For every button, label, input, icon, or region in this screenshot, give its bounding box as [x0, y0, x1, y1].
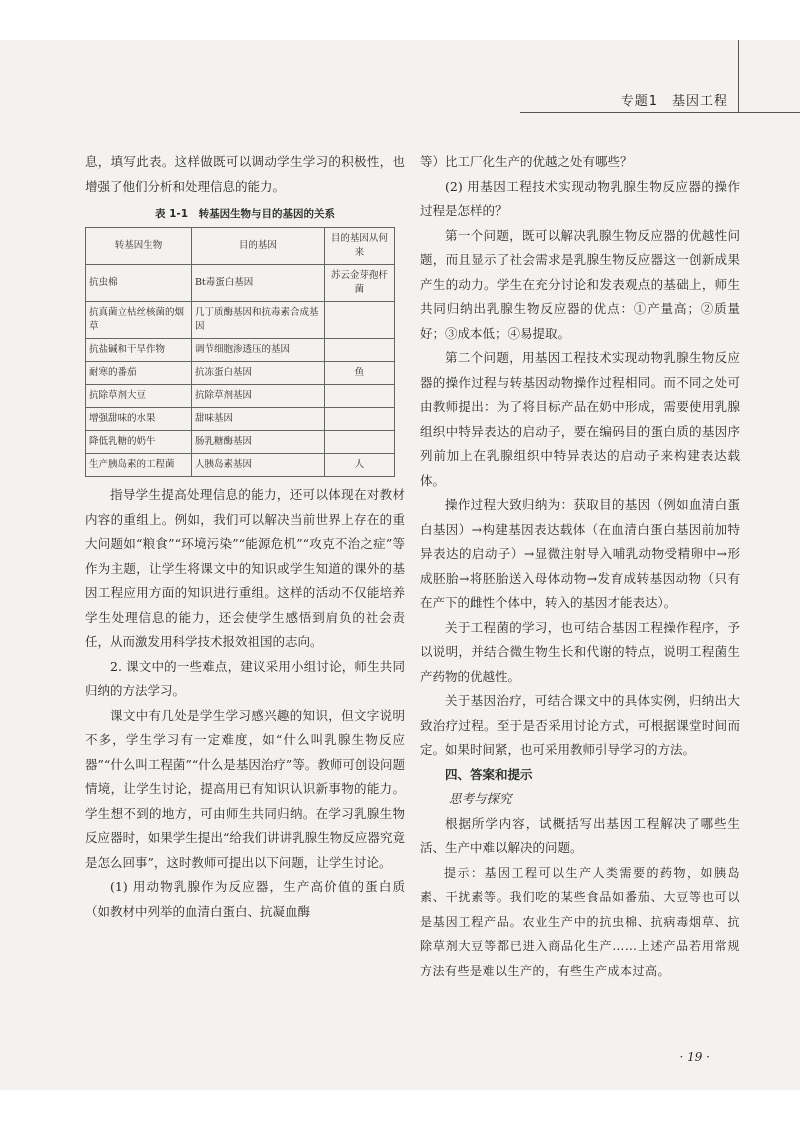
body-paragraph: (1) 用动物乳腺作为反应器，生产高价值的蛋白质（如教材中列举的血清白蛋白、抗凝血酶 — [85, 879, 405, 919]
table-header-cell: 目的基因 — [191, 228, 324, 265]
table-cell: 抗盐碱和干旱作物 — [86, 339, 192, 362]
body-paragraph: 等）比工厂化生产的优越之处有哪些？ — [420, 154, 633, 169]
table-cell: 生产胰岛素的工程菌 — [86, 454, 192, 477]
table-caption: 表 1-1 转基因生物与目的基因的关系 — [154, 208, 336, 220]
header-divider — [738, 40, 739, 112]
table-header-cell: 转基因生物 — [86, 228, 192, 265]
header-rule — [520, 112, 800, 113]
body-paragraph: 第一个问题，既可以解决乳腺生物反应器的优越性问题，而且显示了社会需求是乳腺生物反应器这一创新成果产生的动力。学生在充分讨论和发表观点的基础上，师生共同归纳出乳腺生物反应器的优点：①产量高；②质量好；③成本低；④易提取。 — [420, 227, 740, 341]
table-cell: 耐寒的番茄 — [86, 362, 192, 385]
question-paragraph: 根据所学内容，试概括写出基因工程解决了哪些生活、生产中难以解决的问题。 — [420, 815, 740, 855]
table-cell: 调节细胞渗透压的基因 — [191, 339, 324, 362]
gene-table — [85, 227, 395, 477]
table-cell: 降低乳糖的奶牛 — [86, 431, 192, 454]
table-cell: Bt毒蛋白基因 — [191, 265, 324, 302]
right-column — [420, 150, 740, 983]
body-paragraph: 2. 课文中的一些难点，建议采用小组讨论，师生共同归纳的方法学习。 — [85, 658, 405, 698]
table-cell: 肠乳糖酶基因 — [191, 431, 324, 454]
left-column — [85, 150, 405, 924]
running-header: 专题1 基因工程 — [620, 94, 728, 109]
table-row — [86, 431, 395, 454]
table-cell: 苏云金芽孢杆菌 — [324, 265, 394, 302]
page-header — [0, 40, 800, 120]
body-paragraph: 课文中有几处是学生学习感兴趣的知识，但文字说明不多，学生学习有一定难度，如“什么叫乳腺生物反应器”“什么叫工程菌”“什么是基因治疗”等。教师可创设问题情境，让学生讨论，提高用已有知识认识新事物的能力。学生想不到的地方，可由师生共同归纳。在学习乳腺生物反应器时，如果学生提出“给我们讲讲乳腺生物反应器究竟是怎么回事”，这时教师可提出以下问题，让学生讨论。 — [85, 707, 405, 870]
table-row — [86, 265, 395, 302]
table-row — [86, 362, 395, 385]
table-row — [86, 339, 395, 362]
table-cell: 鱼 — [324, 362, 394, 385]
table-cell: 抗虫棉 — [86, 265, 192, 302]
table-cell — [324, 339, 394, 362]
table-cell: 抗除草剂大豆 — [86, 385, 192, 408]
table-row — [86, 408, 395, 431]
body-paragraph: 第二个问题，用基因工程技术实现动物乳腺生物反应器的操作过程与转基因动物操作过程相同。而不同之处可由教师提出：为了将目标产品在奶中形成，需要使用乳腺组织中特异表达的启动子，要在编码目的蛋白质的基因序列前加上在乳腺组织中特异表达的启动子来构建表达载体。 — [420, 350, 740, 488]
hint-paragraph: 提示：基因工程可以生产人类需要的药物，如胰岛素、干扰素等。我们吃的某些食品如番茄、大豆等也可以是基因工程产品。农业生产中的抗虫棉、抗病毒烟草、抗除草剂大豆等都已进入商品化生产……上述产品若用常规方法有些是难以生产的，有些生产成本过高。 — [420, 865, 740, 978]
table-cell: 抗真菌立枯丝核菌的烟草 — [86, 302, 192, 339]
table-cell — [324, 408, 394, 431]
table-row — [86, 302, 395, 339]
table-cell: 几丁质酶基因和抗毒素合成基因 — [191, 302, 324, 339]
body-paragraph: 关于基因治疗，可结合课文中的具体实例，归纳出大致治疗过程。至于是否采用讨论方式，可根据课堂时间而定。如果时间紧，也可采用教师引导学习的方法。 — [420, 693, 740, 757]
table-cell: 人 — [324, 454, 394, 477]
table-row — [86, 385, 395, 408]
table-cell: 甜味基因 — [191, 408, 324, 431]
table-cell — [324, 302, 394, 339]
table-cell — [324, 385, 394, 408]
intro-paragraph: 息，填写此表。这样做既可以调动学生学习的积极性，也增强了他们分析和处理信息的能力。 — [85, 154, 405, 194]
book-page — [0, 40, 800, 1090]
table-cell: 抗冻蛋白基因 — [191, 362, 324, 385]
sub-title: 思考与探究 — [449, 791, 512, 806]
table-cell: 抗除草剂基因 — [191, 385, 324, 408]
table-cell — [324, 431, 394, 454]
body-paragraph: 操作过程大致归纳为：获取目的基因（例如血清白蛋白基因）→构建基因表达载体（在血清白蛋白基因前加特异表达的启动子）→显微注射导入哺乳动物受精卵中→形成胚胎→将胚胎送入母体动物→发育成转基因动物（只有在产下的雌性个体中，转入的基因才能表达）。 — [420, 497, 740, 610]
body-paragraph: 关于工程菌的学习，也可结合基因工程操作程序，予以说明，并结合微生物生长和代谢的特点，说明工程菌生产药物的优越性。 — [420, 619, 740, 684]
page-number: · 19 · — [679, 1050, 710, 1064]
table-row — [86, 454, 395, 477]
table-cell: 增强甜味的水果 — [86, 408, 192, 431]
table-header-cell: 目的基因从何来 — [324, 228, 394, 265]
table-header-row — [86, 228, 395, 265]
table-cell: 人胰岛素基因 — [191, 454, 324, 477]
body-paragraph: (2) 用基因工程技术实现动物乳腺生物反应器的操作过程是怎样的？ — [420, 178, 740, 218]
body-paragraph: 指导学生提高处理信息的能力，还可以体现在对教材内容的重组上。例如，我们可以解决当前世界上存在的重大问题如“粮食”“环境污染”“能源危机”“攻克不治之症”等作为主题，让学生将课文中的知识或学生知道的课外的基因工程应用方面的知识进行重组。这样的活动不仅能培养学生处理信息的能力，还会使学生感悟到肩负的社会责任，从而激发用科学技术报效祖国的志向。 — [85, 487, 405, 649]
section-title: 四、答案和提示 — [445, 766, 533, 782]
